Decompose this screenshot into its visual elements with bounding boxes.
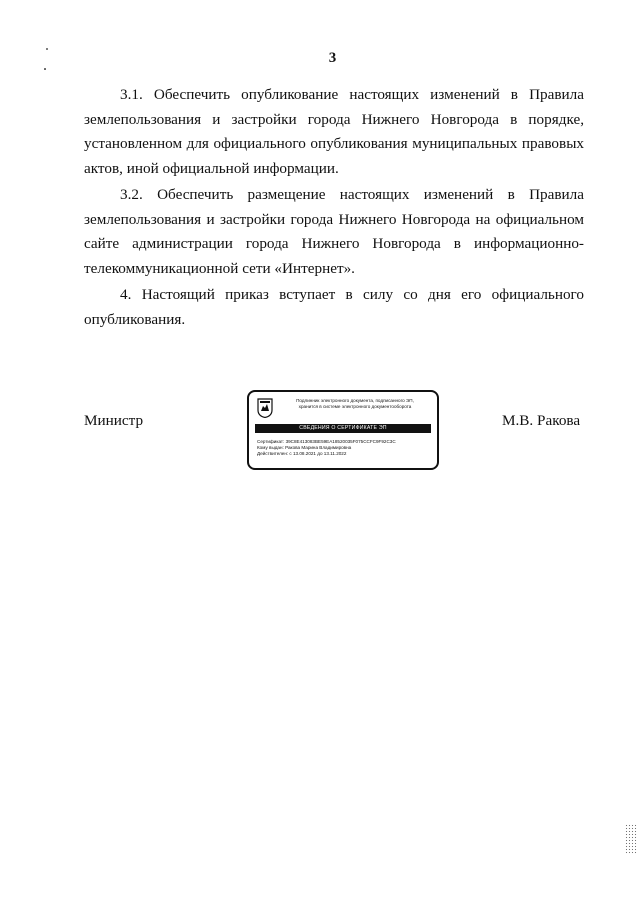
paragraph-3-2: 3.2. Обеспечить размещение настоящих изменений в Правила землепользования и застройки города Нижнего Новгорода на официальном сайте администрации города Нижнего Новгорода в информационно-телекоммуникационной сети «Интернет».	[84, 186, 584, 277]
electronic-signature-stamp	[247, 390, 439, 470]
signer-name: М.В. Ракова	[502, 412, 581, 429]
document-body	[84, 83, 584, 332]
stamp-caption-line: хранится в системе электронного документооборота	[298, 404, 412, 409]
stamp-certificate: Сертификат: 39C8E413083BE59EA18520035F075CCFC9F92C3C	[257, 439, 396, 444]
paragraph-3-1: 3.1. Обеспечить опубликование настоящих изменений в Правила землепользования и застройки города Нижнего Новгорода в порядке, установленном для официального опубликования муниципальных правовых актов, иной официальной информации.	[84, 86, 584, 177]
scan-noise	[625, 824, 637, 854]
signer-title: Министр	[84, 412, 144, 429]
coat-of-arms-icon	[257, 398, 273, 418]
stamp-caption	[277, 398, 433, 410]
paragraph-4: 4. Настоящий приказ вступает в силу со дня его официального опубликования.	[84, 286, 584, 328]
page-number: 3	[328, 50, 337, 66]
stamp-caption-line: Подлинник электронного документа, подписанного ЭП,	[296, 398, 414, 403]
scan-speck	[46, 48, 48, 50]
stamp-validity: Действителен: с 13.08.2021 до 13.11.2022	[257, 451, 347, 456]
scan-speck	[44, 68, 46, 70]
stamp-issued-to: Кому выдан: Ракова Марина Владимировна	[257, 445, 352, 450]
stamp-header: СВЕДЕНИЯ О СЕРТИФИКАТЕ ЭП	[255, 424, 431, 433]
